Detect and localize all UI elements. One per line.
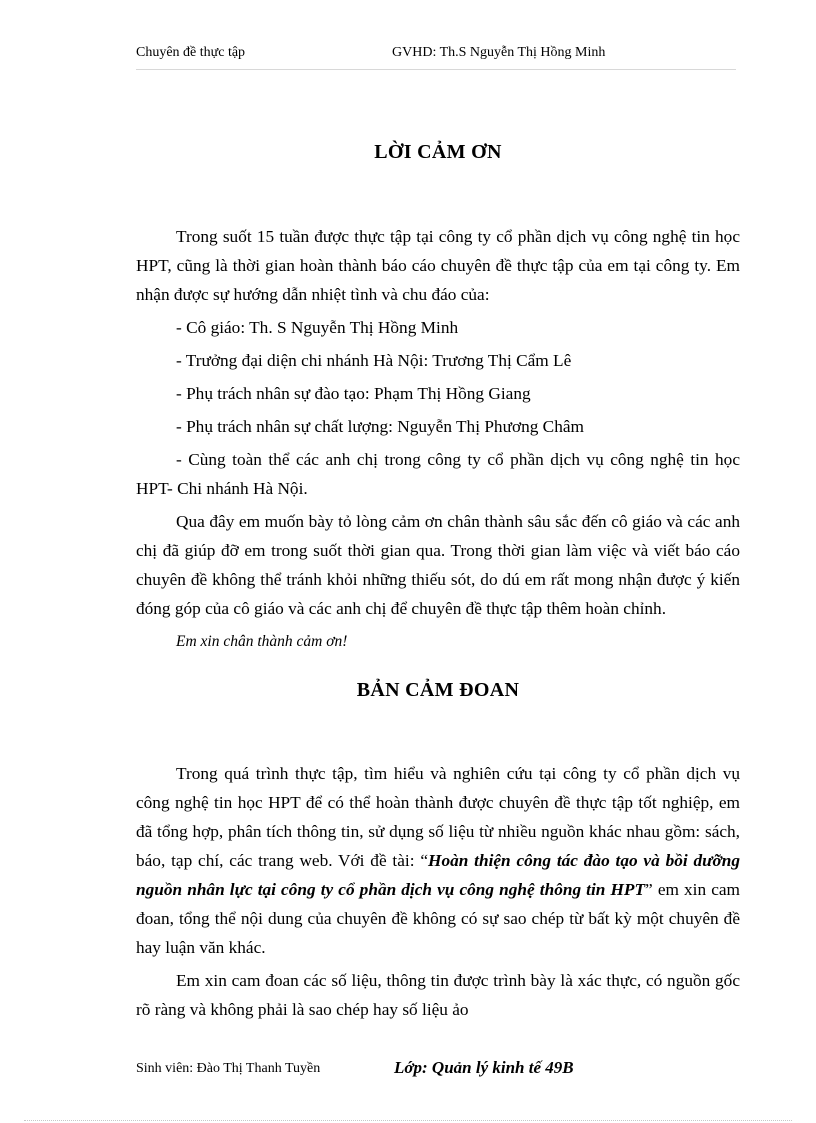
page-footer: [136, 1058, 736, 1082]
acknowledgement-body: [136, 222, 740, 660]
declaration-paragraph-2: Em xin cam đoan các số liệu, thông tin được trình bày là xác thực, có nguồn gốc rõ ràng và không phải là sao chép hay số liệu ảo: [136, 971, 740, 1019]
acknowledgement-item-branch-head: - Trưởng đại diện chi nhánh Hà Nội: Trương Thị Cẩm Lê: [176, 351, 572, 370]
acknowledgement-thanks: Em xin chân thành cảm ơn!: [176, 633, 348, 650]
footer-student: Sinh viên: Đào Thị Thanh Tuyền: [136, 1061, 321, 1076]
acknowledgement-item-staff: - Cùng toàn thể các anh chị trong công ty cổ phần dịch vụ công nghệ tin học HPT- Chi nhánh Hà Nội.: [136, 450, 740, 498]
footer-class: Lớp: Quản lý kinh tế 49B: [394, 1058, 574, 1077]
declaration-title: BẢN CẢM ĐOAN: [356, 679, 520, 701]
acknowledgement-closing: Qua đây em muốn bày tỏ lòng cảm ơn chân thành sâu sắc đến cô giáo và các anh chị đã giúp đỡ em trong suốt thời gian qua. Trong thời gian làm việc và viết báo cáo chuyên đề không thể tránh khỏi những thiếu sót, do dú em rất mong nhận được ý kiến đóng góp của cô giáo và các anh chị để chuyên đề thực tập thêm hoàn chỉnh.: [136, 512, 740, 618]
acknowledgement-intro: Trong suốt 15 tuần được thực tập tại công ty cổ phần dịch vụ công nghệ tin học HPT, cũng là thời gian hoàn thành báo cáo chuyên đề thực tập của em tại công ty. Em nhận được sự hướng dẫn nhiệt tình và chu đáo của:: [136, 227, 740, 304]
acknowledgement-item-teacher: - Cô giáo: Th. S Nguyễn Thị Hồng Minh: [176, 318, 459, 337]
declaration-text-after-topic: ” em xin cam đoan, tổng thể nội dung của chuyên đề không có sự sao chép từ bất kỳ một chuyên đề hay luận văn khác.: [136, 880, 740, 957]
declaration-paragraph-1: [136, 759, 740, 962]
acknowledgement-item-training-hr: - Phụ trách nhân sự đào tạo: Phạm Thị Hồng Giang: [176, 384, 531, 403]
declaration-text-before-topic: Trong quá trình thực tập, tìm hiểu và nghiên cứu tại công ty cổ phần dịch vụ công nghệ tin học HPT để có thể hoàn thành được chuyên đề thực tập tốt nghiệp, em đã tổng hợp, phân tích thông tin, sử dụng số liệu từ nhiều nguồn khác nhau gồm: sách, báo, tạp chí, các trang web. Với đề tài: “: [136, 764, 740, 870]
declaration-body: [136, 759, 740, 1028]
declaration-topic: Hoàn thiện công tác đào tạo và bồi dưỡng nguồn nhân lực tại công ty cổ phần dịch vụ công nghệ thông tin HPT: [136, 851, 740, 899]
page-bottom-edge: [24, 1120, 792, 1121]
acknowledgement-title: LỜI CẢM ƠN: [374, 141, 502, 163]
page-header: [136, 45, 696, 67]
header-divider: [136, 69, 736, 70]
header-supervisor: GVHD: Th.S Nguyễn Thị Hồng Minh: [392, 45, 606, 60]
acknowledgement-item-quality-hr: - Phụ trách nhân sự chất lượng: Nguyễn Thị Phương Châm: [176, 417, 584, 436]
header-document-type: Chuyên đề thực tập: [136, 45, 246, 60]
